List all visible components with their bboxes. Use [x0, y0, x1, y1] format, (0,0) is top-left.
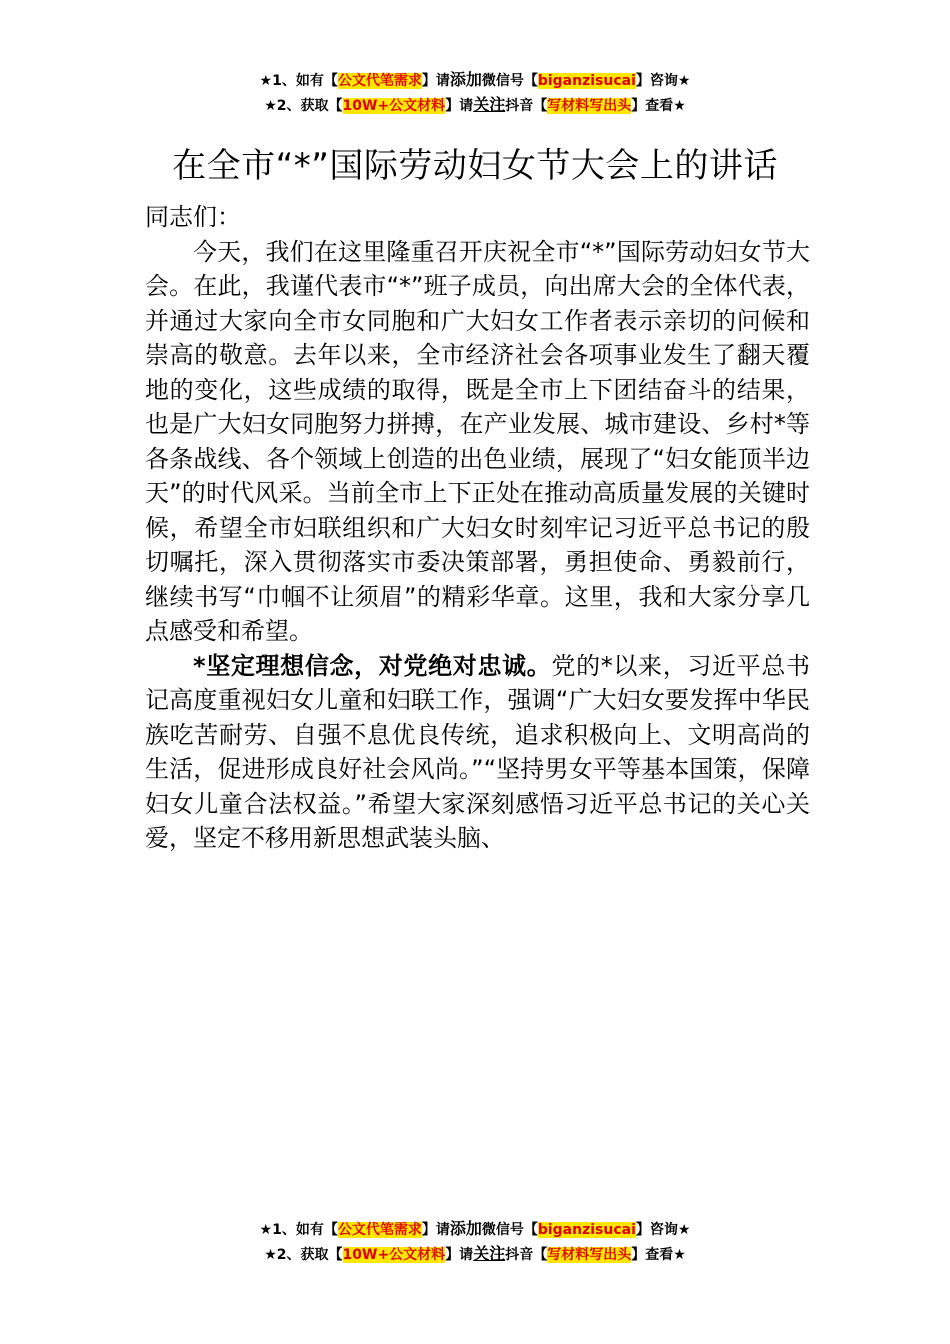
salutation: 同志们： — [145, 203, 241, 231]
section-heading: *坚定理想信念，对党绝对忠诚。 — [193, 651, 552, 680]
document-body — [145, 200, 810, 856]
highlight-materials: 10W+公文材料 — [342, 98, 446, 114]
footer-line-1: ★1、如有【公文代笔需求】请添加微信号【biganzisucai】咨询★ — [259, 1219, 691, 1238]
paragraph-1: 今天，我们在这里隆重召开庆祝全市“*”国际劳动妇女节大会。在此，我谨代表市“*”班子成员，向出席大会的全体代表，并通过大家向全市女同胞和广大妇女工作者表示亲切的问候和崇高的敬意。去年以来，全市经济社会各项事业发生了翻天覆地的变化，这些成绩的取得，既是全市上下团结奋斗的结果，也是广大妇女同胞努力拼搏，在产业发展、城市建设、乡村*等各条战线、各个领域上创造的出色业绩，展现了“妇女能顶半边天”的时代风采。当前全市上下正处在推动高质量发展的关键时候，希望全市妇联组织和广大妇女时刻牢记习近平总书记的殷切嘱托，深入贯彻落实市委决策部署，勇担使命、勇毅前行，继续书写“巾帼不让须眉”的精彩华章。这里，我和大家分享几点感受和希望。 — [145, 237, 810, 645]
header-banner — [0, 68, 950, 118]
paragraph-2-text: 党的*以来，习近平总书记高度重视妇女儿童和妇联工作，强调“广大妇女要发挥中华民族吃苦耐劳、自强不息优良传统，追求积极向上、文明高尚的生活，促进形成良好社会风尚。”“坚持男女平等基本国策，保障妇女儿童合法权益。”希望大家深刻感悟习近平总书记的关心关爱，坚定不移用新思想武装头脑、 — [145, 651, 810, 852]
highlight-service: 公文代笔需求 — [337, 73, 422, 89]
highlight-douyin: 写材料写出头 — [547, 98, 632, 114]
footer-banner — [0, 1217, 950, 1267]
banner-line-1: ★1、如有【公文代笔需求】请添加微信号【biganzisucai】咨询★ — [259, 70, 691, 89]
paragraph-2 — [145, 649, 810, 856]
footer-line-2: ★2、获取【10W+公文材料】请关注抖音【写材料写出头】查看★ — [264, 1244, 686, 1263]
document-title: 在全市“*”国际劳动妇女节大会上的讲话 — [172, 146, 778, 186]
highlight-wechat-id: biganzisucai — [537, 73, 636, 89]
banner-line-2: ★2、获取【10W+公文材料】请关注抖音【写材料写出头】查看★ — [264, 95, 686, 114]
